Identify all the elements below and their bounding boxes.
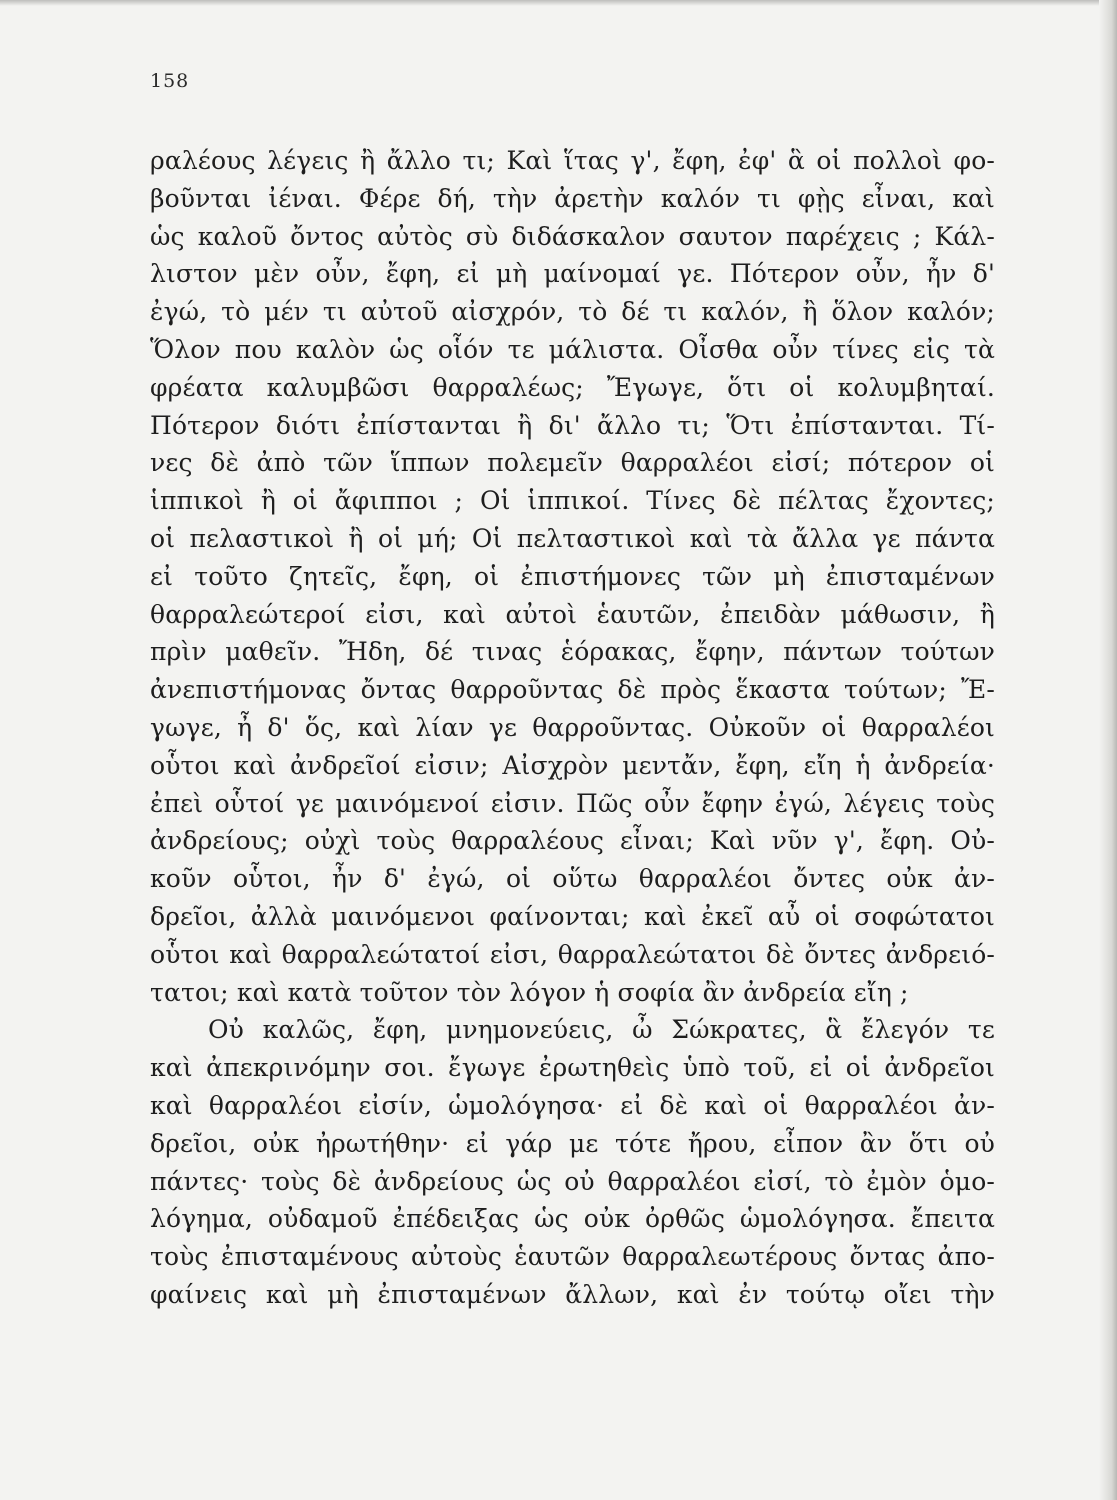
text-line: οἱ πελαστικοὶ ἢ οἱ μή; Οἱ πελταστικοὶ καὶ τὰ ἄλλα γε πάντα <box>150 523 995 553</box>
text-line: τοὺς ἐπισταμένους αὐτοὺς ἑαυτῶν θαρραλεωτέρους ὄντας ἀπο- <box>150 1242 995 1272</box>
text-line: θαρραλεώτεροί εἰσι, καὶ αὐτοὶ ἑαυτῶν, ἐπειδὰν μάθωσιν, ἢ <box>150 599 995 629</box>
text-line: καὶ ἀπεκρινόμην σοι. ἔγωγε ἐρωτηθεὶς ὑπὸ τοῦ, εἰ οἱ ἀνδρεῖοι <box>150 1053 995 1083</box>
text-line: λόγημα, οὐδαμοῦ ἐπέδειξας ὡς οὐκ ὀρθῶς ὡμολόγησα. ἔπειτα <box>150 1204 995 1234</box>
text-line: οὗτοι καὶ θαρραλεώτατοί εἰσι, θαρραλεώτατοι δὲ ὄντες ἀνδρειό- <box>150 939 995 969</box>
scan-edge-right <box>1099 0 1117 1500</box>
text-line: τατοι; καὶ κατὰ τοῦτον τὸν λόγον ἡ σοφία ἂν ἀνδρεία εἴη ; <box>150 977 909 1007</box>
text-line: πάντες· τοὺς δὲ ἀνδρείους ὡς οὐ θαρραλέοι εἰσί, τὸ ἐμὸν ὁμο- <box>150 1166 995 1196</box>
text-line: δρεῖοι, οὐκ ἠρωτήθην· εἰ γάρ με τότε ἤρου, εἶπον ἂν ὅτι οὐ <box>150 1128 995 1158</box>
text-line: λιστον μὲν οὖν, ἔφη, εἰ μὴ μαίνομαί γε. Πότερον οὖν, ἦν δ' <box>150 259 995 289</box>
text-line: γωγε, ἦ δ' ὅς, καὶ λίαν γε θαρροῦντας. Οὐκοῦν οἱ θαρραλέοι <box>150 712 995 742</box>
text-line: Ὅλον που καλὸν ὡς οἷόν τε μάλιστα. Οἶσθα οὖν τίνες εἰς τὰ <box>150 334 995 364</box>
text-line: ὡς καλοῦ ὄντος αὐτὸς σὺ διδάσκαλον σαυτον παρέχεις ; Κάλ- <box>150 221 995 251</box>
text-line: δρεῖοι, ἀλλὰ μαινόμενοι φαίνονται; καὶ ἐκεῖ αὖ οἱ σοφώτατοι <box>150 901 995 931</box>
text-line: βοῦνται ἰέναι. Φέρε δή, τὴν ἀρετὴν καλόν τι φῂς εἶναι, καὶ <box>150 183 995 213</box>
text-line: οὗτοι καὶ ἀνδρεῖοί εἰσιν; Αἰσχρὸν μεντἄν, ἔφη, εἴη ἡ ἀνδρεία· <box>150 750 995 780</box>
text-line: ἐγώ, τὸ μέν τι αὐτοῦ αἰσχρόν, τὸ δέ τι καλόν, ἢ ὅλον καλόν; <box>150 297 995 327</box>
text-line: Πότερον διότι ἐπίστανται ἢ δι' ἄλλο τι; Ὅτι ἐπίστανται. Τί- <box>150 410 995 440</box>
text-line: εἰ τοῦτο ζητεῖς, ἔφη, οἱ ἐπιστήμονες τῶν μὴ ἐπισταμένων <box>150 561 995 591</box>
paragraph-start-line: Οὐ καλῶς, ἔφη, μνημονεύεις, ὦ Σώκρατες, ἃ ἔλεγόν τε <box>208 1015 995 1045</box>
body-text <box>150 142 995 1314</box>
text-line: κοῦν οὗτοι, ἦν δ' ἐγώ, οἱ οὕτω θαρραλέοι ὄντες οὐκ ἀν- <box>150 864 995 894</box>
text-line: φρέατα καλυμβῶσι θαρραλέως; Ἔγωγε, ὅτι οἱ κολυμβηταί. <box>150 372 995 402</box>
text-line: ἀνεπιστήμονας ὄντας θαρροῦντας δὲ πρὸς ἕκαστα τούτων; Ἔ- <box>150 675 995 705</box>
text-line: νες δὲ ἀπὸ τῶν ἵππων πολεμεῖν θαρραλέοι εἰσί; πότερον οἱ <box>150 448 995 478</box>
scan-edge-top <box>0 0 1117 6</box>
text-line: φαίνεις καὶ μὴ ἐπισταμένων ἄλλων, καὶ ἐν τούτῳ οἴει τὴν <box>150 1279 995 1309</box>
text-line: ἀνδρείους; οὐχὶ τοὺς θαρραλέους εἶναι; Καὶ νῦν γ', ἔφη. Οὐ- <box>150 826 995 856</box>
text-line: ἱππικοὶ ἢ οἱ ἄφιπποι ; Οἱ ἱππικοί. Τίνες δὲ πέλτας ἔχοντες; <box>150 486 995 516</box>
text-line: ἐπεὶ οὗτοί γε μαινόμενοί εἰσιν. Πῶς οὖν ἔφην ἐγώ, λέγεις τοὺς <box>150 788 995 818</box>
page-number: 158 <box>150 70 190 92</box>
text-line: καὶ θαρραλέοι εἰσίν, ὡμολόγησα· εἰ δὲ καὶ οἱ θαρραλέοι ἀν- <box>150 1090 995 1120</box>
text-line: πρὶν μαθεῖν. Ἤδη, δέ τινας ἑόρακας, ἔφην, πάντων τούτων <box>150 637 995 667</box>
text-line: ραλέους λέγεις ἢ ἄλλο τι; Καὶ ἵτας γ', ἔφη, ἐφ' ἃ οἱ πολλοὶ φο- <box>150 146 995 175</box>
